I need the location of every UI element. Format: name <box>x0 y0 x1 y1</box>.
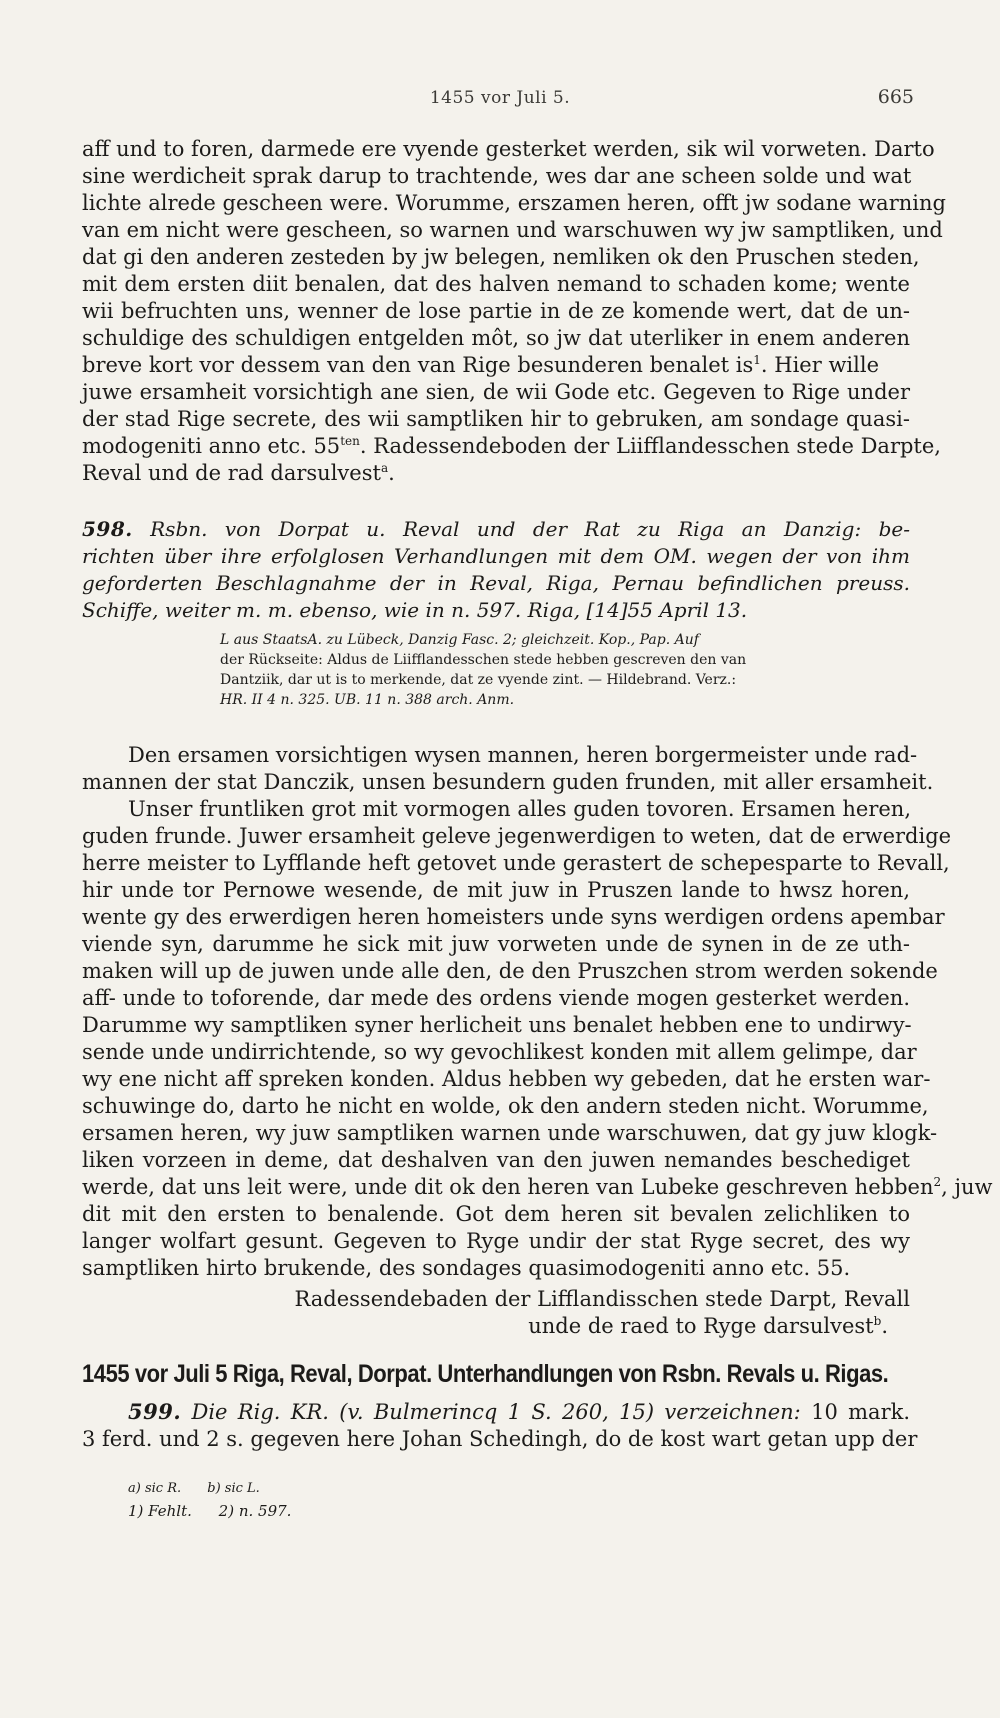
footnote-b: b) sic L. <box>207 1481 260 1496</box>
source-line: HR. II 4 n. 325. UB. 11 n. 388 arch. Anm. <box>220 692 515 708</box>
text-line: van em nicht were gescheen, so warnen und warschuwen wy jw samptliken, und <box>82 218 943 242</box>
header-line: Schiffe, weiter m. m. ebenso, wie in n. 597. Riga, [14]55 April 13. <box>82 598 748 622</box>
section-heading: 1455 vor Juli 5 Riga, Reval, Dorpat. Unterhandlungen von Rsbn. Revals u. Rigas. <box>82 1360 889 1388</box>
text-span: . Radessendeboden der Liifflandesschen stede Darpte, <box>359 434 941 458</box>
footnote-a: a) sic R. <box>128 1481 182 1496</box>
text-line: Unser fruntliken grot mit vormogen alles guden tovoren. Ersamen heren, <box>128 797 912 821</box>
text-line: Darumme wy samptliken syner herlicheit uns benalet hebben ene to undirwy- <box>82 1013 912 1037</box>
source-line: Dantziik, dar ut is to merkende, dat ze vyende zint. — Hildebrand. Verz.: <box>220 672 737 688</box>
text-line: hir unde tor Pernowe wesende, de mit juw in Pruszen lande to hwsz horen, <box>82 878 910 902</box>
text-line: maken will up de juwen unde alle den, de den Pruszchen strom werden sokende <box>82 959 938 983</box>
text-line: ersamen heren, wy juw samptliken warnen unde warschuwen, dat gy juw klogk- <box>82 1121 938 1145</box>
text-line <box>82 460 910 487</box>
footnote-ref: b <box>873 1314 882 1328</box>
text-span: . <box>881 1314 888 1338</box>
doc-598-source <box>82 630 910 710</box>
text-line: viende syn, darumme he sick mit juw vorweten unde de synen in de ze uth- <box>82 932 910 956</box>
text-span: . Hier wille <box>760 353 879 377</box>
document-number: 599. <box>128 1399 182 1424</box>
text-line: langer wolfart gesunt. Gegeven to Ryge undir der stat Ryge secret, des wy <box>82 1229 910 1253</box>
text-line <box>82 1174 993 1201</box>
footnote-ref: 2 <box>933 1175 942 1189</box>
text-line: liken vorzeen in deme, dat deshalven van den juwen nemandes beschediget <box>82 1148 910 1172</box>
text-line: lichte alrede gescheen were. Worumme, erszamen heren, offt jw sodane warning <box>82 191 946 215</box>
running-head <box>0 84 1000 114</box>
text-line <box>82 1398 910 1426</box>
text-line: schuldige des schuldigen entgelden môt, so jw dat uterliker in enem anderen <box>82 326 910 350</box>
text-line: schuwinge do, darto he nicht en wolde, ok den andern steden nicht. Worumme, <box>82 1094 929 1118</box>
header-line: geforderten Beschlagnahme der in Reval, Riga, Pernau befindlichen preuss. <box>82 571 910 595</box>
doc-598-body <box>82 742 993 1282</box>
text-line: sine werdicheit sprak darup to trachtende, wes dar ane scheen solde und wat <box>82 164 912 188</box>
text-span: 10 mark. <box>800 1400 911 1424</box>
text-line: wente gy des erwerdigen heren homeisters unde syns werdigen ordens apembar <box>82 905 945 929</box>
text-line: dit mit den ersten to benalende. Got dem heren sit bevalen zelichliken to <box>82 1202 910 1226</box>
italic-span: Die Rig. KR. (v. Bulmerincq 1 S. 260, 15) verzeichnen: <box>191 1400 801 1424</box>
doc-598-header <box>82 516 910 624</box>
page-number: 665 <box>877 86 914 108</box>
signature-line-2 <box>528 1313 888 1340</box>
header-line <box>82 516 910 543</box>
footnote-ref: a <box>380 461 389 475</box>
text-line <box>82 352 910 379</box>
text-line: dat gi den anderen zesteden by jw belegen, nemliken ok den Pruschen steden, <box>82 245 920 269</box>
text-span: unde de raed to Ryge darsulvest <box>528 1314 874 1338</box>
text-span: Rsbn. von Dorpat u. Reval und der Rat zu Riga an Danzig: be- <box>150 517 910 541</box>
footnote-2: 2) n. 597. <box>218 1502 292 1520</box>
text-line: mannen der stat Danczik, unsen besundern guden frunden, mit aller ersamheit. <box>82 770 934 794</box>
text-span: Reval und de rad darsulvest <box>82 461 381 485</box>
document-number: 598. <box>82 517 133 541</box>
footnotes <box>128 1478 313 1522</box>
text-line: Den ersamen vorsichtigen wysen mannen, heren borgermeister unde rad- <box>128 743 918 767</box>
text-line: 3 ferd. und 2 s. gegeven here Johan Schedingh, do de kost wart getan upp der <box>82 1427 918 1451</box>
text-span: werde, dat uns leit were, unde dit ok den heren van Lubeke geschreven hebben <box>82 1175 934 1199</box>
text-line: juwe ersamheit vorsichtigh ane sien, de wii Gode etc. Gegeven to Rige under <box>82 380 910 404</box>
text-line: herre meister to Lyfflande heft getovet unde gerastert de schepesparte to Revall, <box>82 851 950 875</box>
text-line <box>82 433 941 460</box>
superscript: ten <box>340 434 360 448</box>
source-line: L aus StaatsA. zu Lübeck, Danzig Fasc. 2; gleichzeit. Kop., Pap. Auf <box>220 632 699 648</box>
text-span: breve kort vor dessem van den van Rige besunderen benalet is <box>82 353 754 377</box>
footnote-ref: 1 <box>753 353 761 367</box>
running-head-title: 1455 vor Juli 5. <box>429 88 571 108</box>
footnote-row <box>128 1478 313 1500</box>
text-line: wii befruchten uns, wenner de lose partie in de ze komende wert, dat de un- <box>82 299 910 323</box>
text-span: , juw <box>941 1175 993 1199</box>
source-line: der Rückseite: Aldus de Liifflandesschen stede hebben gescreven den van <box>220 652 747 668</box>
text-line: sende unde undirrichtende, so wy gevochlikest konden mit allem gelimpe, dar <box>82 1040 917 1064</box>
text-line: aff- unde to toforende, dar mede des ordens viende mogen gesterket werden. <box>82 986 910 1010</box>
text-line: der stad Rige secrete, des wii samptliken hir to gebruken, am sondage quasi- <box>82 407 910 431</box>
header-line: richten über ihre erfolglosen Verhandlungen mit dem OM. wegen der von ihm <box>82 544 910 568</box>
text-line: aff und to foren, darmede ere vyende gesterket werden, sik wil vorweten. Darto <box>82 137 935 161</box>
text-line: wy ene nicht aff spreken konden. Aldus hebben wy gebeden, dat he ersten war- <box>82 1067 931 1091</box>
text-line: guden frunde. Juwer ersamheit geleve jegenwerdigen to weten, dat de erwerdige <box>82 824 952 848</box>
text-line: mit dem ersten diit benalen, dat des halven nemand to schaden kome; wente <box>82 272 910 296</box>
doc-599 <box>82 1398 918 1453</box>
signature-line-1: Radessendebaden der Lifflandisschen stede Darpt, Revall <box>294 1287 910 1311</box>
footnote-row <box>128 1500 313 1522</box>
text-span: . <box>388 461 395 485</box>
footnote-1: 1) Fehlt. <box>128 1502 192 1520</box>
text-span: modogeniti anno etc. 55 <box>82 434 341 458</box>
letter-597-continuation <box>82 136 946 487</box>
text-line: samptliken hirto brukende, des sondages quasimodogeniti anno etc. 55. <box>82 1256 851 1280</box>
